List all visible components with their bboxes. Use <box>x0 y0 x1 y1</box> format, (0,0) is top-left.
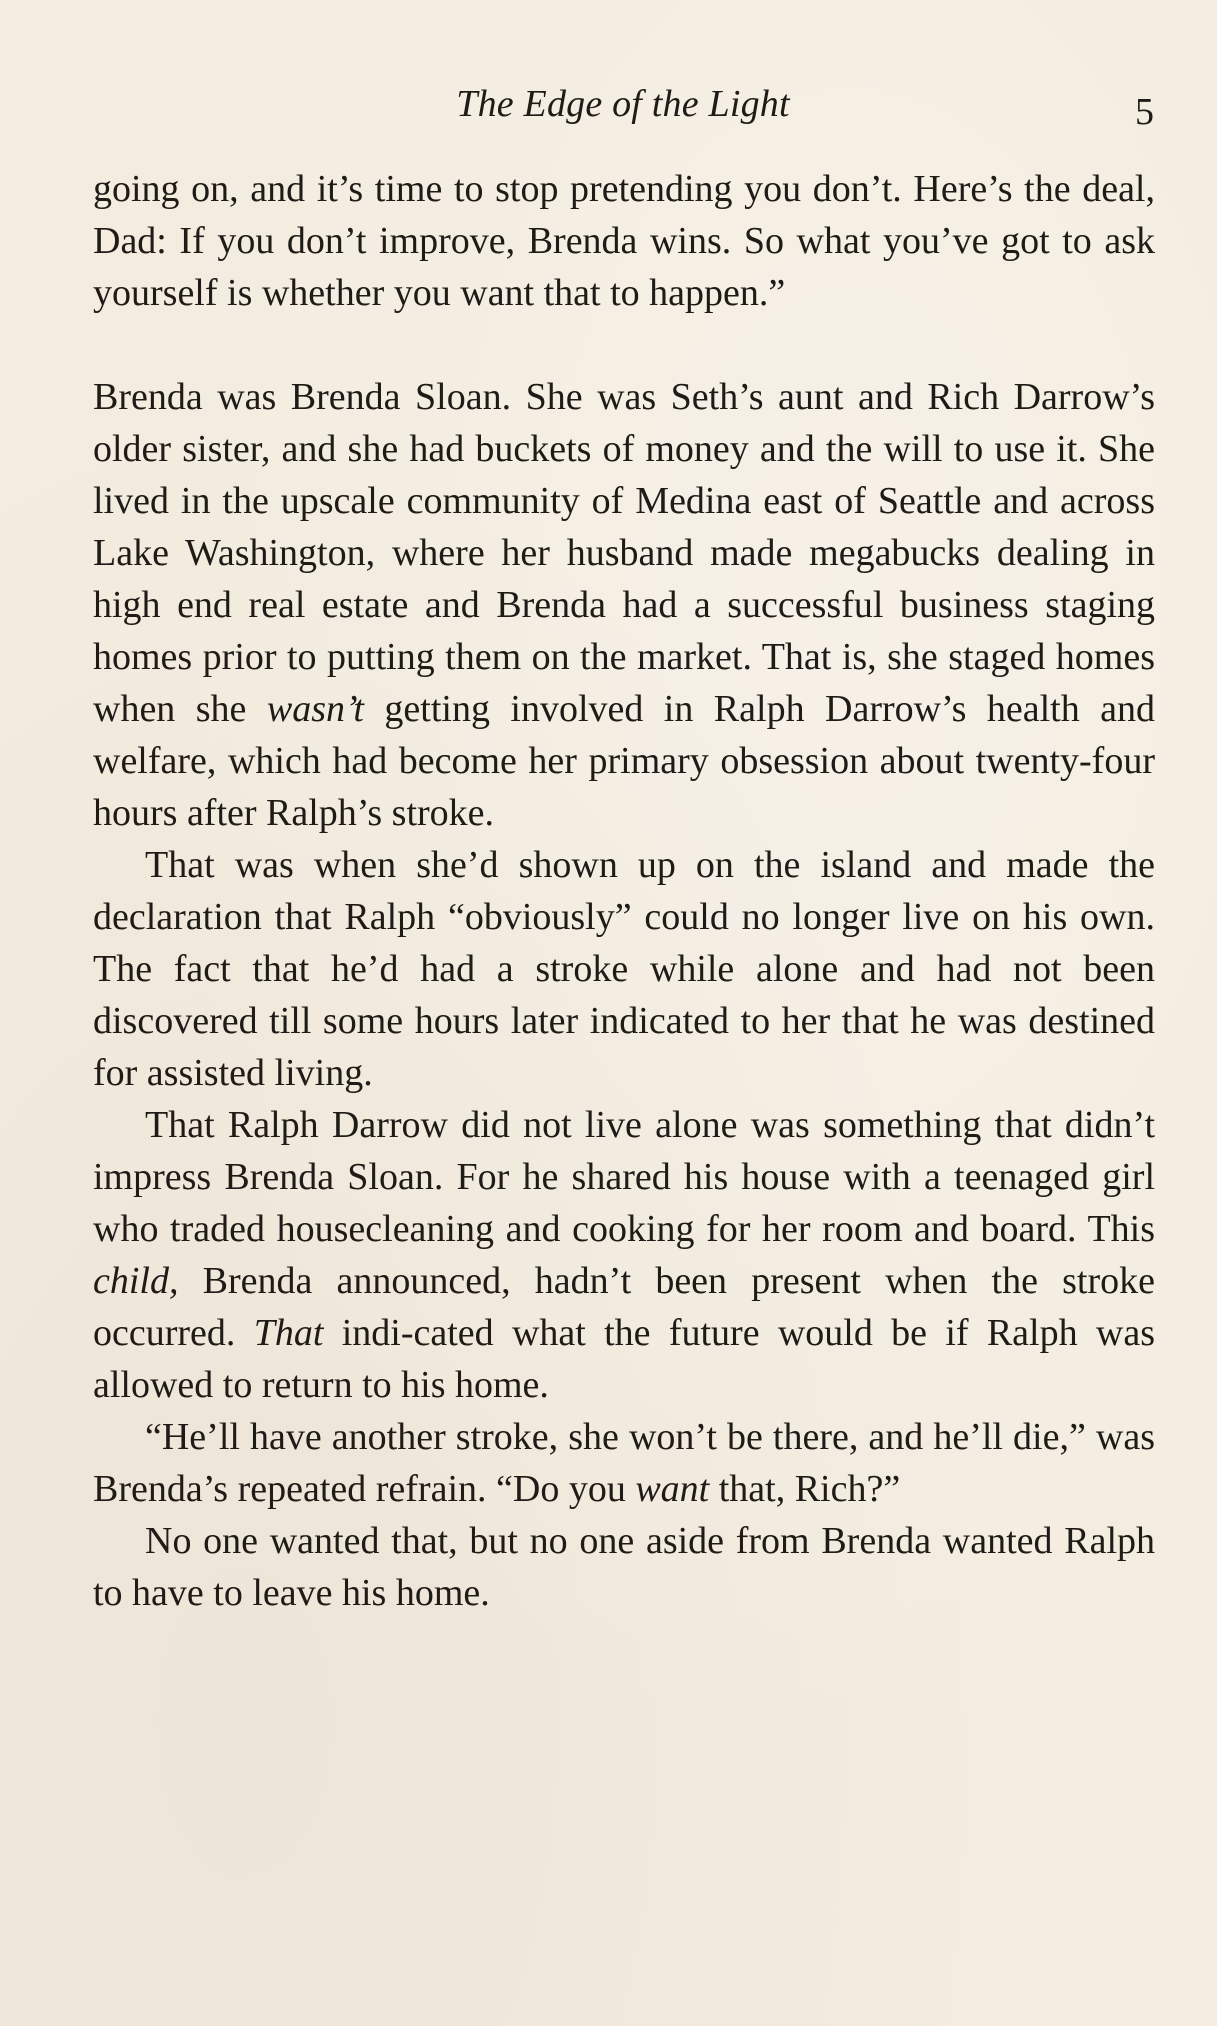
running-title: The Edge of the Light <box>456 83 790 125</box>
body-text <box>93 163 1155 1619</box>
paragraph-1 <box>93 163 1155 319</box>
paragraph-4-text-a: That Ralph Darrow did not live alone was something that didn’t impress Brenda Sloan. For he shared his house with a teenaged girl who traded housecleaning and cooking for her room and board. This <box>93 1104 1155 1250</box>
paragraph-4-italic-a: child, <box>93 1260 179 1302</box>
paragraph-4-text-c: indi-cated what the future would be if Ralph was allowed to return to his home. <box>93 1312 1155 1406</box>
paragraph-3-text: That was when she’d shown up on the island and made the declaration that Ralph “obviously” could no longer live on his own. The fact that he’d had a stroke while alone and had not been discovered till some hours later indicated to her that he was destined for assisted living. <box>93 844 1155 1094</box>
paragraph-4 <box>93 1099 1155 1411</box>
page-number: 5 <box>1135 91 1154 133</box>
paragraph-2-text-b: getting involved in Ralph Darrow’s health and welfare, which had become her primary obsession about twenty-four hours after Ralph’s stroke. <box>93 688 1156 834</box>
running-header <box>92 72 1154 132</box>
paragraph-5-italic: want <box>635 1468 710 1510</box>
paragraph-6 <box>93 1515 1155 1619</box>
paragraph-5-text-b: that, Rich?” <box>709 1468 901 1510</box>
paragraph-6-text: No one wanted that, but no one aside from Brenda wanted Ralph to have to leave his home. <box>93 1520 1155 1614</box>
paragraph-5-text-a: “He’ll have another stroke, she won’t be there, and he’ll die,” was Brenda’s repeated refrain. “Do you <box>93 1416 1155 1510</box>
paragraph-4-italic-b: That <box>253 1312 324 1354</box>
paragraph-4-text-b: Brenda announced, hadn’t been present when the stroke occurred. <box>93 1260 1155 1354</box>
paragraph-2-text-a: Brenda was Brenda Sloan. She was Seth’s aunt and Rich Darrow’s older sister, and she had buckets of money and the will to use it. She lived in the upscale community of Medina east of Seattle and across Lake Washington, where her husband made megabucks dealing in high end real estate and Brenda had a successful business staging homes prior to putting them on the market. That is, she staged homes when she <box>93 376 1155 730</box>
paragraph-5 <box>93 1411 1155 1515</box>
paragraph-2 <box>93 371 1155 839</box>
paragraph-3 <box>93 839 1155 1099</box>
paragraph-1-text: going on, and it’s time to stop pretending you don’t. Here’s the deal, Dad: If you don’t improve, Brenda wins. So what you’ve got to ask yourself is whether you want that to happen.” <box>93 168 1155 314</box>
paragraph-2-italic: wasn’t <box>266 688 364 730</box>
